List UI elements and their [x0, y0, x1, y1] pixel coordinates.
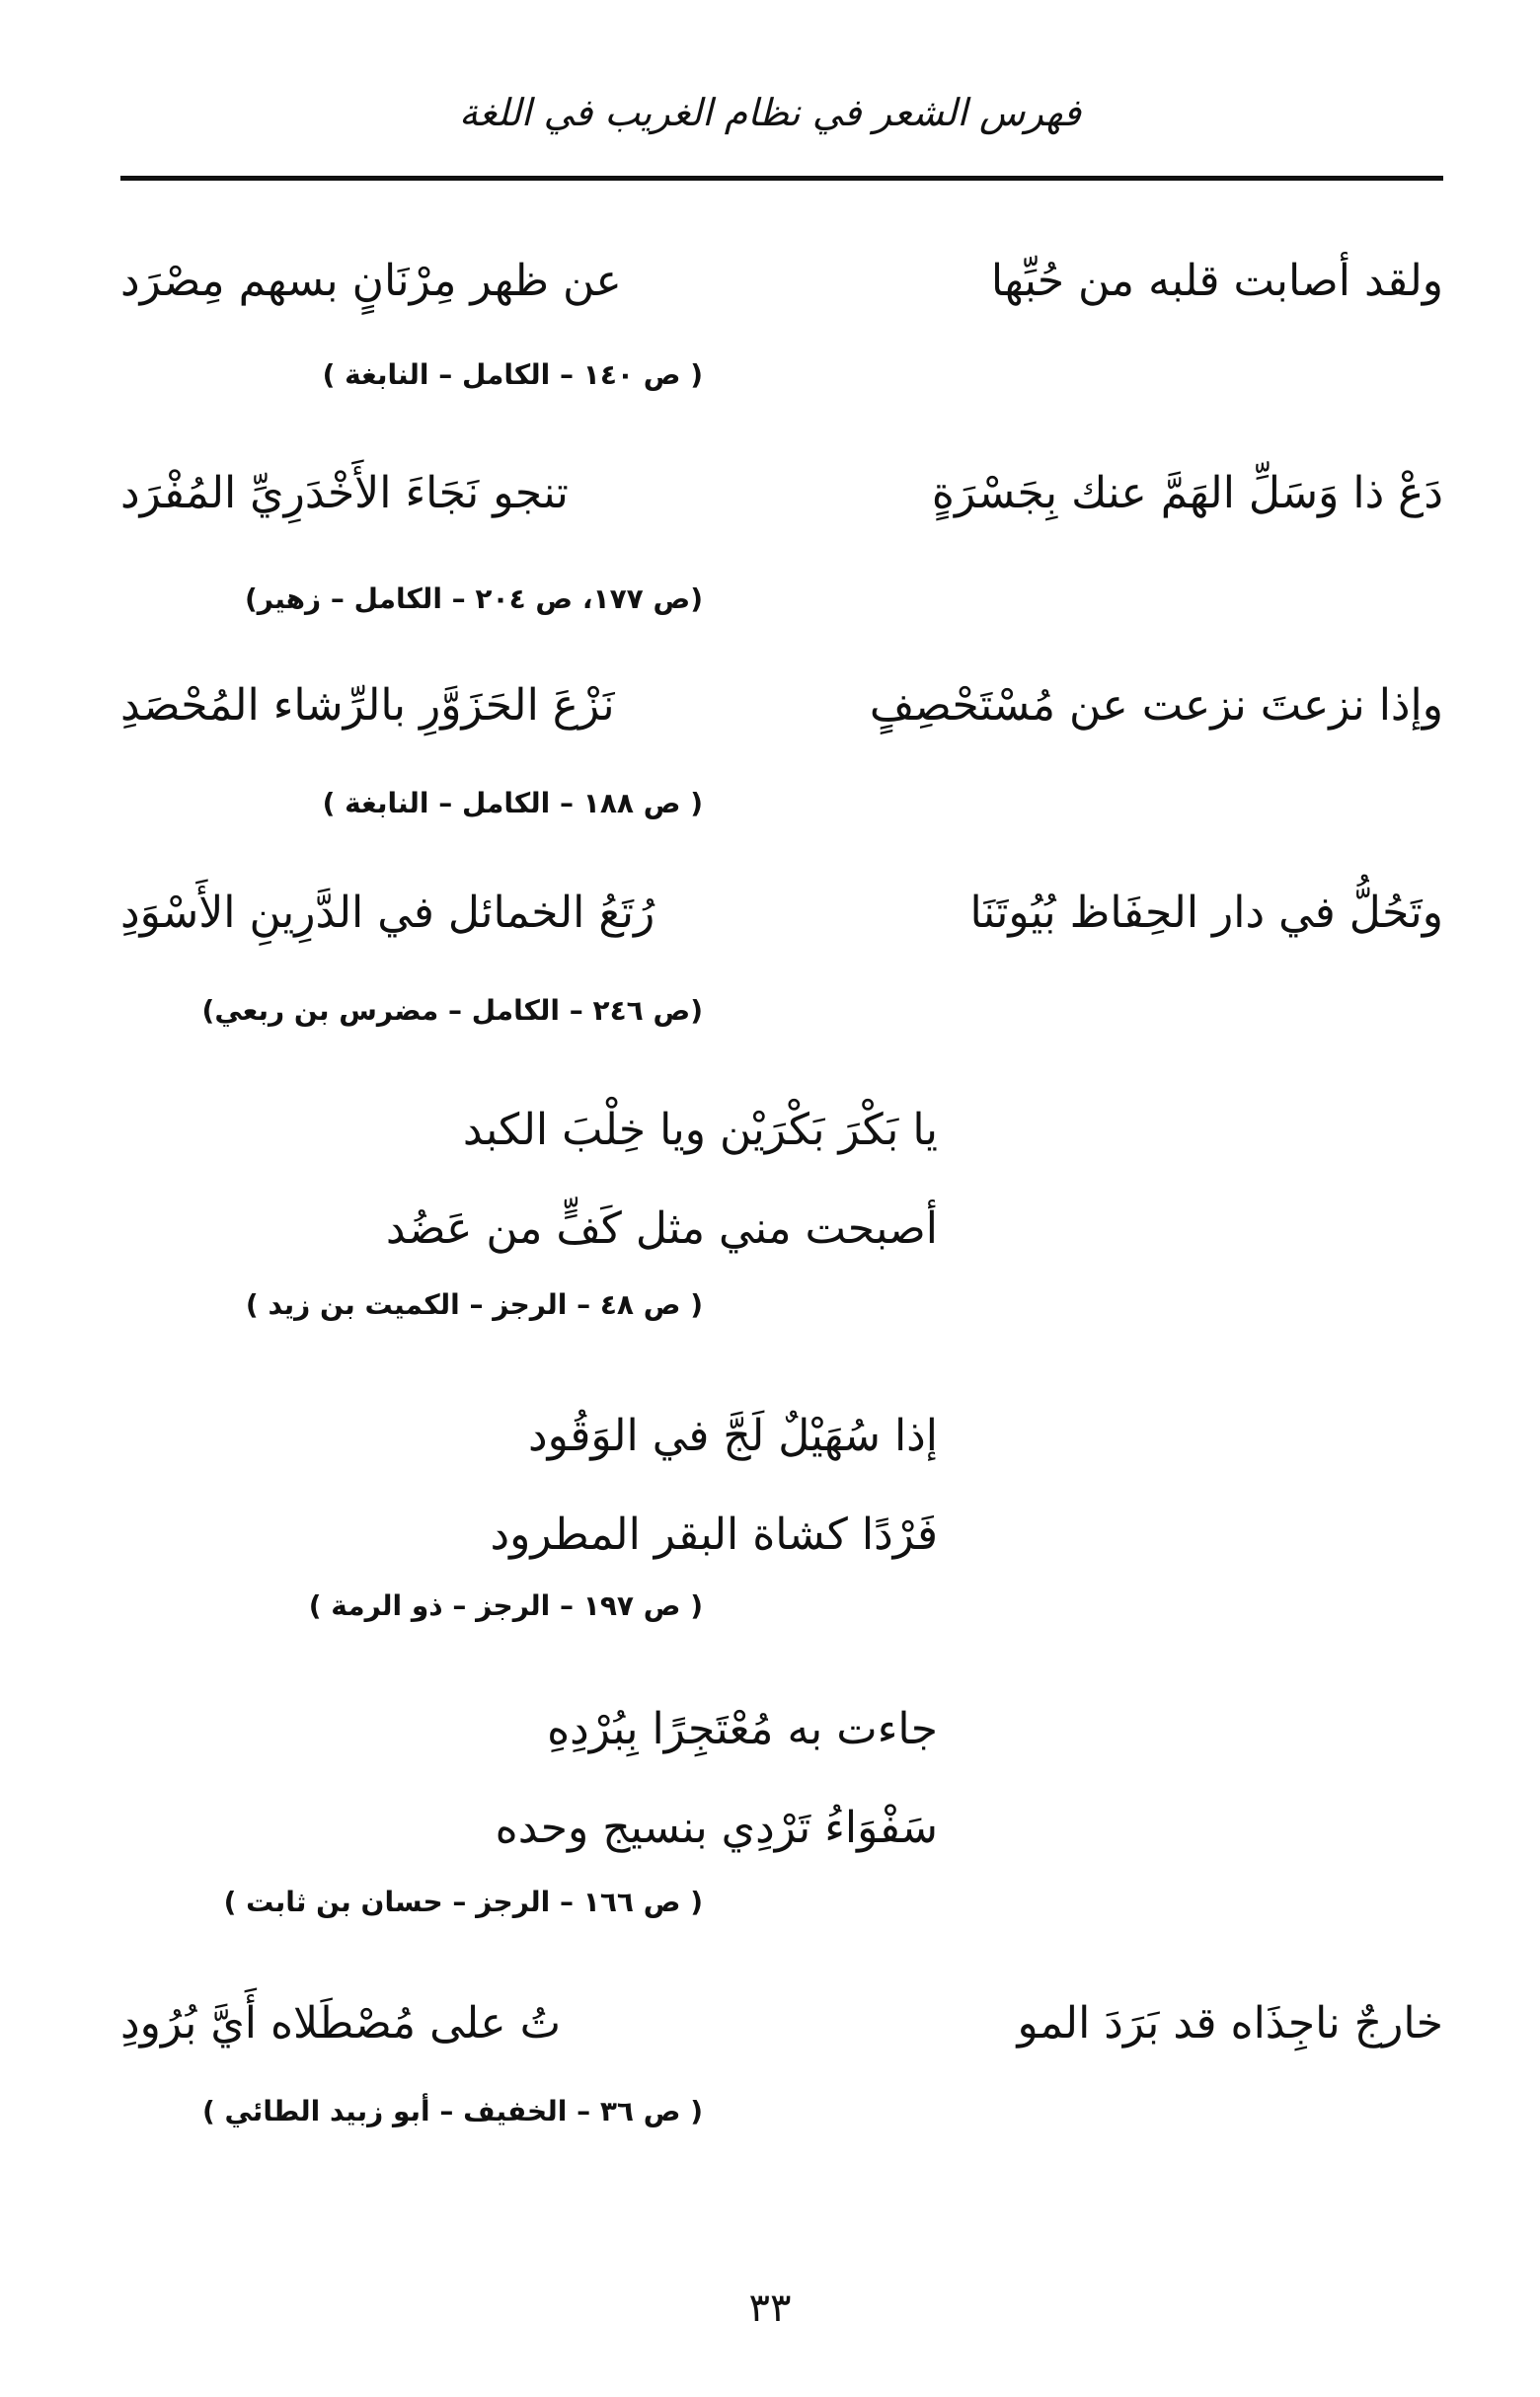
verse-row [120, 874, 1443, 953]
running-header: فهرس الشعر في نظام الغريب في اللغة [458, 91, 1082, 134]
page-number: ٣٣ [748, 2285, 792, 2331]
header-rule [120, 176, 1443, 181]
verse-row [120, 242, 1443, 321]
rajaz-line: أصبحت مني مثل كَفٍّ من عَضُد [385, 1203, 938, 1254]
rajaz-line: إذا سُهَيْلٌ لَجَّ في الوَقُود [528, 1411, 938, 1461]
citation: ( ص ١٦٦ – الرجز – حسان بن ثابت ) [223, 1886, 703, 1918]
citation: ( ص ٣٦ – الخفيف – أبو زبيد الطائي ) [201, 2095, 703, 2127]
verse-entry [120, 1984, 1443, 2127]
citation: ( ص ١٤٠ – الكامل – النابغة ) [322, 358, 703, 391]
hemistich-second: رُتَعُ الخمائل في الدَّرِينِ الأَسْوَدِ [120, 888, 655, 938]
hemistich-second: تُ على مُصْطَلاه أَيَّ بُرُودِ [120, 1998, 562, 2049]
verse-row [120, 666, 1443, 745]
citation: ( ص ٤٨ – الرجز – الكميت بن زيد ) [245, 1288, 703, 1321]
citation: (ص ٢٤٦ – الكامل – مضرس بن ربعي) [201, 994, 703, 1027]
rajaz-line: يا بَكْرَ بَكْرَيْن ويا خِلْبَ الكبد [462, 1105, 938, 1155]
hemistich-second: نَزْعَ الحَزَوَّرِ بالرِّشاء المُحْصَدِ [120, 680, 615, 731]
hemistich-first: وتَحُلُّ في دار الحِفَاظ بُيُوتَنَا [969, 888, 1443, 938]
rajaz-entry [120, 1397, 1443, 1654]
citation: ( ص ١٨٨ – الكامل – النابغة ) [322, 787, 703, 819]
hemistich-first: خارجٌ ناجِذَاه قد بَرَدَ المو [1017, 1998, 1443, 2049]
verse-entry [120, 454, 1443, 615]
citation: ( ص ١٩٧ – الرجز – ذو الرمة ) [308, 1589, 703, 1622]
rajaz-entry [120, 1091, 1443, 1348]
verse-row [120, 454, 1443, 533]
rajaz-entry [120, 1690, 1443, 1947]
hemistich-first: دَعْ ذا وَسَلِّ الهَمَّ عنك بِجَسْرَةٍ [931, 468, 1443, 518]
hemistich-first: وإذا نزعتَ نزعت عن مُسْتَحْصِفٍ [869, 680, 1443, 731]
rajaz-line: فَرْدًا كشاة البقر المطرود [490, 1509, 938, 1560]
rajaz-line: سَفْوَاءُ تَرْدِي بنسيج وحده [495, 1803, 938, 1853]
hemistich-second: تنجو نَجَاءَ الأَخْدَرِيِّ المُفْرَد [120, 468, 569, 518]
verse-entry [120, 874, 1443, 1027]
verse-row [120, 1984, 1443, 2063]
hemistich-first: ولقد أصابت قلبه من حُبِّها [990, 256, 1443, 306]
rajaz-line: جاءت به مُعْتَجِرًا بِبُرْدِهِ [547, 1704, 938, 1754]
hemistich-second: عن ظهر مِرْنَانٍ بسهم مِصْرَد [120, 256, 622, 306]
citation: (ص ١٧٧، ص ٢٠٤ – الكامل – زهير) [245, 582, 703, 615]
verse-entry [120, 666, 1443, 819]
verse-entry [120, 242, 1443, 391]
